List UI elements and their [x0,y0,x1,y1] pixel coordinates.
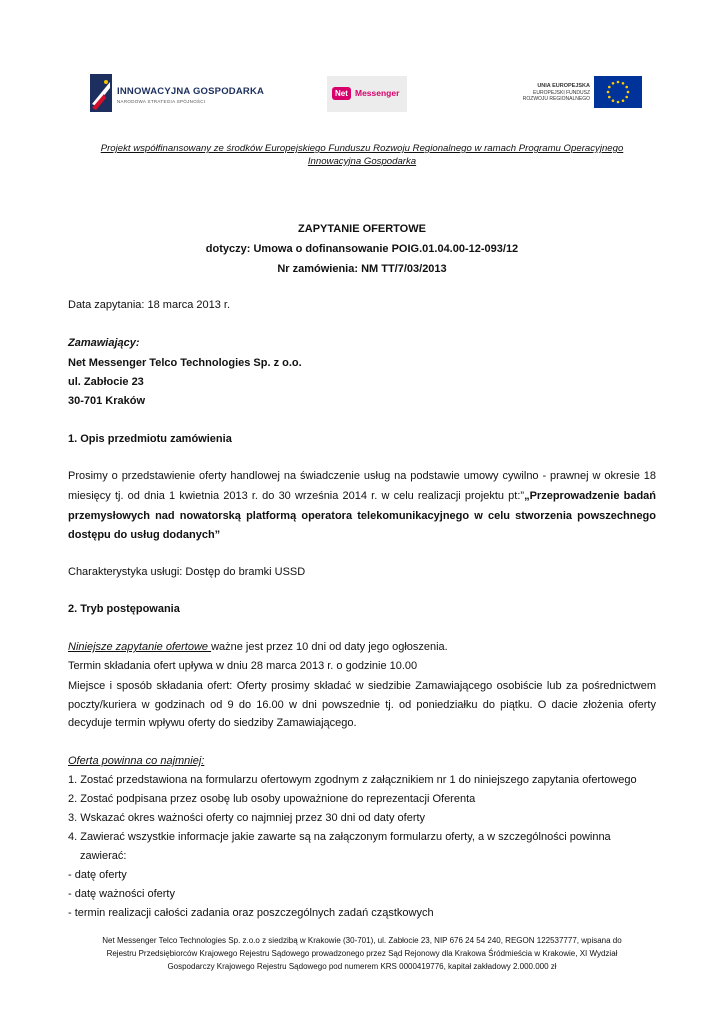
ordering-party-street: ul. Zabłocie 23 [68,376,144,388]
submission-line1: Miejsce i sposób składania ofert: Oferty prosimy składać w siedzibie Zamawiającego osobiście lub za pośrednictwem [68,680,656,692]
sub-list-item: - termin realizacji całości zadania oraz poszczególnych zadań cząstkowych [68,907,434,919]
section1-paragraph-line2 [68,490,656,503]
section1-heading: 1. Opis przedmiotu zamówienia [68,433,232,445]
offer-requirements-heading: Oferta powinna co najmniej: [68,755,205,767]
eu-line2: EUROPEJSKI FUNDUSZ [533,89,590,96]
nm-net-badge: Net [332,87,351,100]
submission-line2: poczty/kuriera w godzinach od 9 do 16.00 w dni powszednie tj. od poniedziałku do piątku. O dacie złożenia oferty [68,699,656,711]
footer-line1: Net Messenger Telco Technologies Sp. z.o.o z siedzibą w Krakowie (30-701), ul. Zabłocie 23, NIP 676 24 54 240, REGON 122537777, wpisana do [102,936,622,945]
request-date: Data zapytania: 18 marca 2013 r. [68,299,231,311]
section1-paragraph-line4: dostępu do usług dodanych” [68,529,221,541]
net-messenger-logo [327,76,407,112]
ordering-party-label: Zamawiający: [68,337,140,349]
section1-paragraph-line3: przemysłowych nad nowatorską platformą operatora telekomunikacyjnego w celu stworzenia powszechnego [68,510,656,522]
project-note-line2: Innowacyjna Gospodarka [307,156,417,167]
section1-paragraph-line1: Prosimy o przedstawienie oferty handlowej na świadczenie usług na podstawie umowy cywilno - prawnej w okresie 18 [68,470,656,482]
ig-flag-icon [90,74,112,112]
sub-list-item: - datę oferty [68,869,127,881]
eu-flag-icon [594,76,642,108]
sub-list-item: - datę ważności oferty [68,888,175,900]
document-subject: dotyczy: Umowa o dofinansowanie POIG.01.04.00-12-093/12 [205,243,519,255]
eu-logo [500,76,645,110]
project-note-line1: Projekt współfinansowany ze środków Europejskiego Funduszu Rozwoju Regionalnego w ramach Programu Operacyjnego [100,143,624,154]
ig-subtitle: NARODOWA STRATEGIA SPÓJNOŚCI [117,99,206,104]
list-item: 2. Zostać podpisana przez osobę lub osoby upoważnione do reprezentacji Oferenta [68,793,476,805]
section2-heading: 2. Tryb postępowania [68,603,180,615]
eu-line1: UNIA EUROPEJSKA [537,83,590,89]
validity-rest: ważne jest przez 10 dni od daty jego ogłoszenia. [211,641,448,653]
deadline-line: Termin składania ofert upływa w dniu 28 marca 2013 r. o godzinie 10.00 [68,660,418,672]
document-title: ZAPYTANIE OFERTOWE [298,223,426,235]
list-item: 3. Wskazać okres ważności oferty co najmniej przez 30 dni od daty oferty [68,812,426,824]
footer-line3: Gospodarczy Krajowego Rejestru Sądowego pod numerem KRS 0000419776, kapitał zakładowy 2.000.000 zł [167,962,557,971]
ig-title: INNOWACYJNA GOSPODARKA [117,86,265,97]
logo-bar [0,72,724,116]
nm-messenger-text: Messenger [355,88,400,98]
ordering-party-city: 30-701 Kraków [68,395,146,407]
section1-line2-normal: miesięcy tj. od dnia 1 kwietnia 2013 r. do 30 września 2014 r. w celu realizacji projektu pt:” [68,490,525,502]
list-item: 1. Zostać przedstawiona na formularzu ofertowym zgodnym z załącznikiem nr 1 do niniejszego zapytania ofertowego [68,774,637,786]
submission-line3: decyduje termin wpływu oferty do siedziby Zamawiającego. [68,717,357,729]
service-characteristic: Charakterystyka usługi: Dostęp do bramki USSD [68,566,306,578]
section1-line2-bold: „Przeprowadzenie badań [524,490,656,502]
eu-text [523,83,590,103]
eu-line3: ROZWOJU REGIONALNEGO [522,96,590,102]
validity-line [68,641,448,654]
order-number: Nr zamówienia: NM TT/7/03/2013 [277,263,447,275]
ordering-party-name: Net Messenger Telco Technologies Sp. z o.o. [68,357,302,369]
list-item: 4. Zawierać wszystkie informacje jakie zawarte są na załączonym formularzu oferty, a w szczególności powinna [68,831,611,843]
list-item-continuation: zawierać: [80,850,127,862]
footer-line2: Rejestru Przedsiębiorców Krajowego Rejestru Sądowego prowadzonego przez Sąd Rejonowy dla Krakowa Śródmieścia w Krakowie, XI Wydział [106,949,618,958]
innowacyjna-gospodarka-logo [90,74,265,112]
validity-underlined: Niniejsze zapytanie ofertowe [68,641,212,653]
